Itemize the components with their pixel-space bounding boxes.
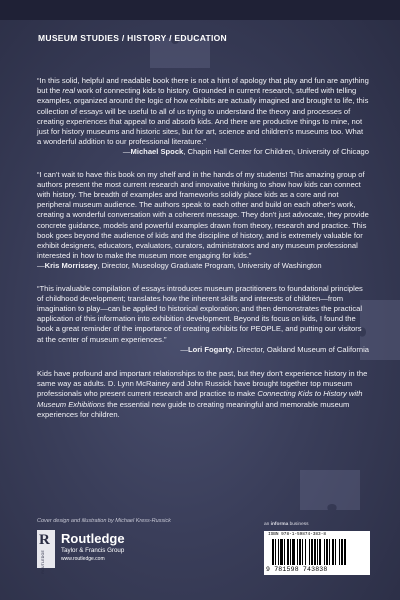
- barcode-bar: [329, 539, 330, 565]
- series-label: MUSEUM STUDIES / HISTORY / EDUCATION: [38, 33, 228, 43]
- barcode-bar: [278, 539, 279, 565]
- blurb-2-quote: “I can't wait to have this book on my shelf and in the hands of my students! This amazing group of authors present the most current research and innovative thinking to show how kids can connect with history. The breadth of examples and frameworks solidly place kids as a core and not peripheral museum audience. The authors speak to each other and build on each other's work, creating a wonderful conversation with a coherent message. They don't just advocate, they provide concrete guidance, models and powerful examples drawn from theory, research and practice. This book goes beyond the audience of kids and the discipline of history, and is extremely valuable for exhibit designers, educators, evaluators, curators, administrators and any museum professional interested in how to make the museum more engaging for kids.”: [37, 169, 369, 261]
- book-description: [37, 369, 369, 420]
- barcode-bar: [317, 539, 318, 565]
- blurb-1-text-a: “In this solid, helpful and readable book there is not a hint of apology that play and fun are anything but the: [37, 76, 369, 96]
- barcode-bar: [324, 539, 325, 565]
- blurb-1-attribution: —Michael Spock, Chapin Hall Center for Children, University of Chicago: [122, 147, 369, 157]
- informa-suffix: business: [288, 522, 309, 527]
- top-bar: [0, 0, 400, 20]
- barcode-bar: [335, 539, 336, 565]
- barcode-bar: [287, 539, 289, 565]
- barcode-bar: [339, 539, 340, 565]
- barcode-bar: [290, 539, 291, 565]
- cover-credit: Cover design and illustration by Michael Kress-Russick: [37, 518, 171, 524]
- blurb-2: [37, 170, 369, 272]
- back-cover-text: [37, 76, 369, 428]
- barcode-bars: [272, 539, 364, 565]
- blurb-3-attribution: —Lori Fogarty, Director, Oakland Museum of California: [180, 344, 369, 354]
- barcode-bar: [297, 539, 298, 565]
- blurb-2-affiliation: , Director, Museology Graduate Program, University of Washington: [97, 261, 322, 271]
- description-text-a: Kids have profound and important relationships to the past, but they don't experience history in the same way as adults. D. Lynn McRainey and John Russick have brought together top museum professionals who present current research and practice to make: [37, 369, 368, 399]
- isbn-digits: 9 781598 743838: [266, 566, 328, 573]
- isbn-text: ISBN 978-1-59874-383-8: [268, 532, 326, 537]
- barcode-bar: [319, 539, 321, 565]
- blurb-1: [37, 76, 369, 158]
- book-title: Connecting Kids to History with Museum Exhibitions: [37, 389, 363, 409]
- blurb-1-text-b: work of connecting kids to history. Grounded in current research, stuffed with telling examples, organized around the logic of how exhibits are actually imagined and brought to life, this collection of essays will be useful to all of us trying to understand the theory and processes of creating experiences that appeal to and absorb kids. And there are productive things to mine, not just for history museums and historic sites, but for art, science and children’s museums too. What a wonderful addition to our professional literature.”: [37, 86, 369, 147]
- barcode-bar: [275, 539, 276, 565]
- barcode-bar: [314, 539, 316, 565]
- barcode-bar: [344, 539, 346, 565]
- publisher-block: [37, 530, 187, 574]
- barcode-bar: [311, 539, 313, 565]
- barcode-bar: [309, 539, 310, 565]
- blurb-3: [37, 284, 369, 355]
- publisher-url: www.routledge.com: [61, 556, 105, 562]
- publisher-name: Routledge: [61, 531, 125, 546]
- blurb-3-author: Lori Fogarty: [187, 344, 233, 354]
- blurb-3-affiliation: , Director, Oakland Museum of California: [232, 344, 369, 354]
- barcode-bar: [305, 539, 306, 565]
- blurb-1-emphasis: real: [62, 86, 76, 96]
- isbn-barcode: [264, 531, 370, 575]
- barcode-bar: [332, 539, 334, 565]
- blurb-3-quote: “This invaluable compilation of essays introduces museum practitioners to foundational principles of childhood development; translates how the inherent skills and interests of children—from imagination to play—can be applied to historical exploration; and then demonstrates the practical application of this information into exhibition development. Beyond its focus on kids, I found the book a great reminder of the importance of creating exhibits for PEOPLE, and putting our visitors at the center of museum experiences.”: [37, 283, 363, 344]
- publisher-group: Taylor & Francis Group: [61, 547, 125, 554]
- barcode-bar: [299, 539, 301, 565]
- blurb-1-affiliation: , Chapin Hall Center for Children, University of Chicago: [183, 147, 369, 157]
- barcode-bar: [272, 539, 274, 565]
- barcode-bar: [326, 539, 328, 565]
- informa-name: informa: [270, 522, 289, 527]
- blurb-1-quote: [37, 76, 369, 147]
- blurb-2-attribution: —Kris Morrissey, Director, Museology Graduate Program, University of Washington: [37, 261, 322, 271]
- barcode-bar: [280, 539, 283, 565]
- logo-letter: R: [39, 532, 50, 548]
- description-text-b: the essential new guide to creating meaningful and memorable museum experiences for children.: [37, 399, 350, 419]
- informa-business-label: [264, 522, 309, 527]
- barcode-bar: [302, 539, 303, 565]
- puzzle-piece-decoration: [300, 470, 360, 510]
- routledge-logo: [37, 530, 55, 574]
- informa-prefix: an: [264, 522, 271, 527]
- barcode-bar: [284, 539, 285, 565]
- blurb-1-author: Michael Spock: [130, 147, 184, 157]
- barcode-bar: [341, 539, 343, 565]
- barcode-bar: [292, 539, 295, 565]
- logo-vertical-text: ROUTLEDGE: [41, 550, 45, 574]
- blurb-2-author: Kris Morrissey: [44, 261, 98, 271]
